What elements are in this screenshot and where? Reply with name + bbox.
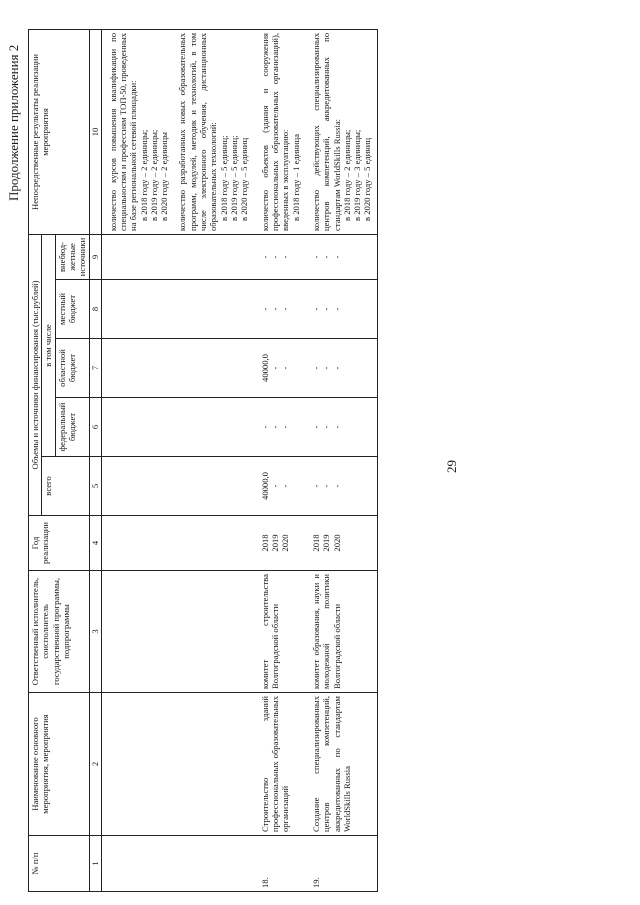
- funding-regional: - - -: [305, 339, 377, 398]
- result-item: в 2018 году – 2 единицы;: [138, 129, 149, 221]
- result-item: в 2019 году – 5 единиц;: [229, 135, 239, 221]
- col-number: 8: [89, 280, 101, 339]
- col-number: 1: [89, 836, 101, 892]
- result-text: количество разработанных новых образовательных программ, модулей, методик и технологий, в том числе электронного обучения, дистанционных образовательных технологий:: [177, 32, 219, 231]
- page-number: 29: [444, 460, 459, 473]
- result-item: в 2020 году – 5 единиц: [362, 137, 373, 221]
- funding-extra: - - -: [305, 234, 377, 279]
- funding-local: - - -: [254, 280, 305, 339]
- header-no: № п/п: [29, 836, 90, 892]
- col-number: 2: [89, 693, 101, 836]
- appendix-caption: Продолжение приложения 2: [6, 44, 21, 201]
- header-including: в том числе: [42, 234, 55, 456]
- result-cell: [305, 29, 377, 234]
- result-text: количество курсов повышения квалификации по специальностям и профессиям ТОП-50, проведенных на базе региональной сетевой площадки:: [107, 32, 139, 231]
- result-item: в 2019 году – 2 единицы;: [148, 129, 159, 221]
- header-year: Год реализации: [29, 516, 90, 571]
- result-item: в 2018 году – 5 единиц;: [218, 135, 229, 221]
- header-funding: Объемы и источники финансирования (тыс.рублей): [29, 234, 42, 515]
- row-number: 18.: [254, 836, 305, 892]
- continued-row: [101, 29, 254, 891]
- header-local: местный бюджет: [55, 280, 89, 339]
- header-federal: федеральный бюджет: [55, 398, 89, 457]
- col-number: 10: [89, 29, 101, 234]
- header-name: Наименование основного мероприятия, мероприятия: [29, 693, 90, 836]
- continued-results: [101, 29, 254, 234]
- funding-extra: - - -: [254, 234, 305, 279]
- funding-federal: - - -: [254, 398, 305, 457]
- funding-local: - - -: [305, 280, 377, 339]
- col-number: 5: [89, 457, 101, 516]
- executor: комитет образования, науки и молодежной политики Волгоградской области: [305, 571, 377, 693]
- column-number-row: [89, 29, 101, 891]
- funding-regional: 40000,0 - -: [254, 339, 305, 398]
- years: 2018 2019 2020: [254, 516, 305, 571]
- funding-total: - - -: [305, 457, 377, 516]
- result-item: в 2020 году – 5 единиц: [239, 137, 250, 221]
- header-total: всего: [42, 457, 89, 516]
- header-executor: Ответственный исполнитель, соисполнитель государственной программы, подпрограммы: [29, 571, 90, 693]
- col-number: 7: [89, 339, 101, 398]
- funding-total: 40000,0 - -: [254, 457, 305, 516]
- col-number: 3: [89, 571, 101, 693]
- result-item: в 2020 году – 2 единицы: [159, 132, 170, 221]
- col-number: 9: [89, 234, 101, 279]
- executor: комитет строительства Волгоградской области: [254, 571, 305, 693]
- result-text: количество объектов (здания и сооружения профессиональных образовательных организаций), введенных в эксплуатацию:: [259, 32, 291, 231]
- funding-federal: - - -: [305, 398, 377, 457]
- activity-name: Создание специализированных центров компетенций, аккредитованных по стандартам WorldSkills Russia: [305, 693, 377, 836]
- program-table: [28, 29, 378, 892]
- col-number: 4: [89, 516, 101, 571]
- result-text: количество действующих специализированных центров компетенций, аккредитованных по стандартам WorldSkills Russia:: [310, 32, 342, 231]
- header-result: Непосредственные результаты реализации мероприятия: [29, 29, 90, 234]
- result-item: в 2018 году – 2 единицы;: [341, 129, 352, 221]
- years: 2018 2019 2020: [305, 516, 377, 571]
- row-number: 19.: [305, 836, 377, 892]
- col-number: 6: [89, 398, 101, 457]
- result-cell: [254, 29, 305, 234]
- table-row: [305, 29, 377, 891]
- result-item: в 2019 году – 3 единицы;: [352, 129, 363, 221]
- activity-name: Строительство зданий профессиональных образовательных организаций: [254, 693, 305, 836]
- table-row: [254, 29, 305, 891]
- result-item: в 2018 году – 1 единица: [290, 134, 301, 221]
- header-regional: областной бюджет: [55, 339, 89, 398]
- header-extra: внебюд-жетные источники: [55, 234, 89, 279]
